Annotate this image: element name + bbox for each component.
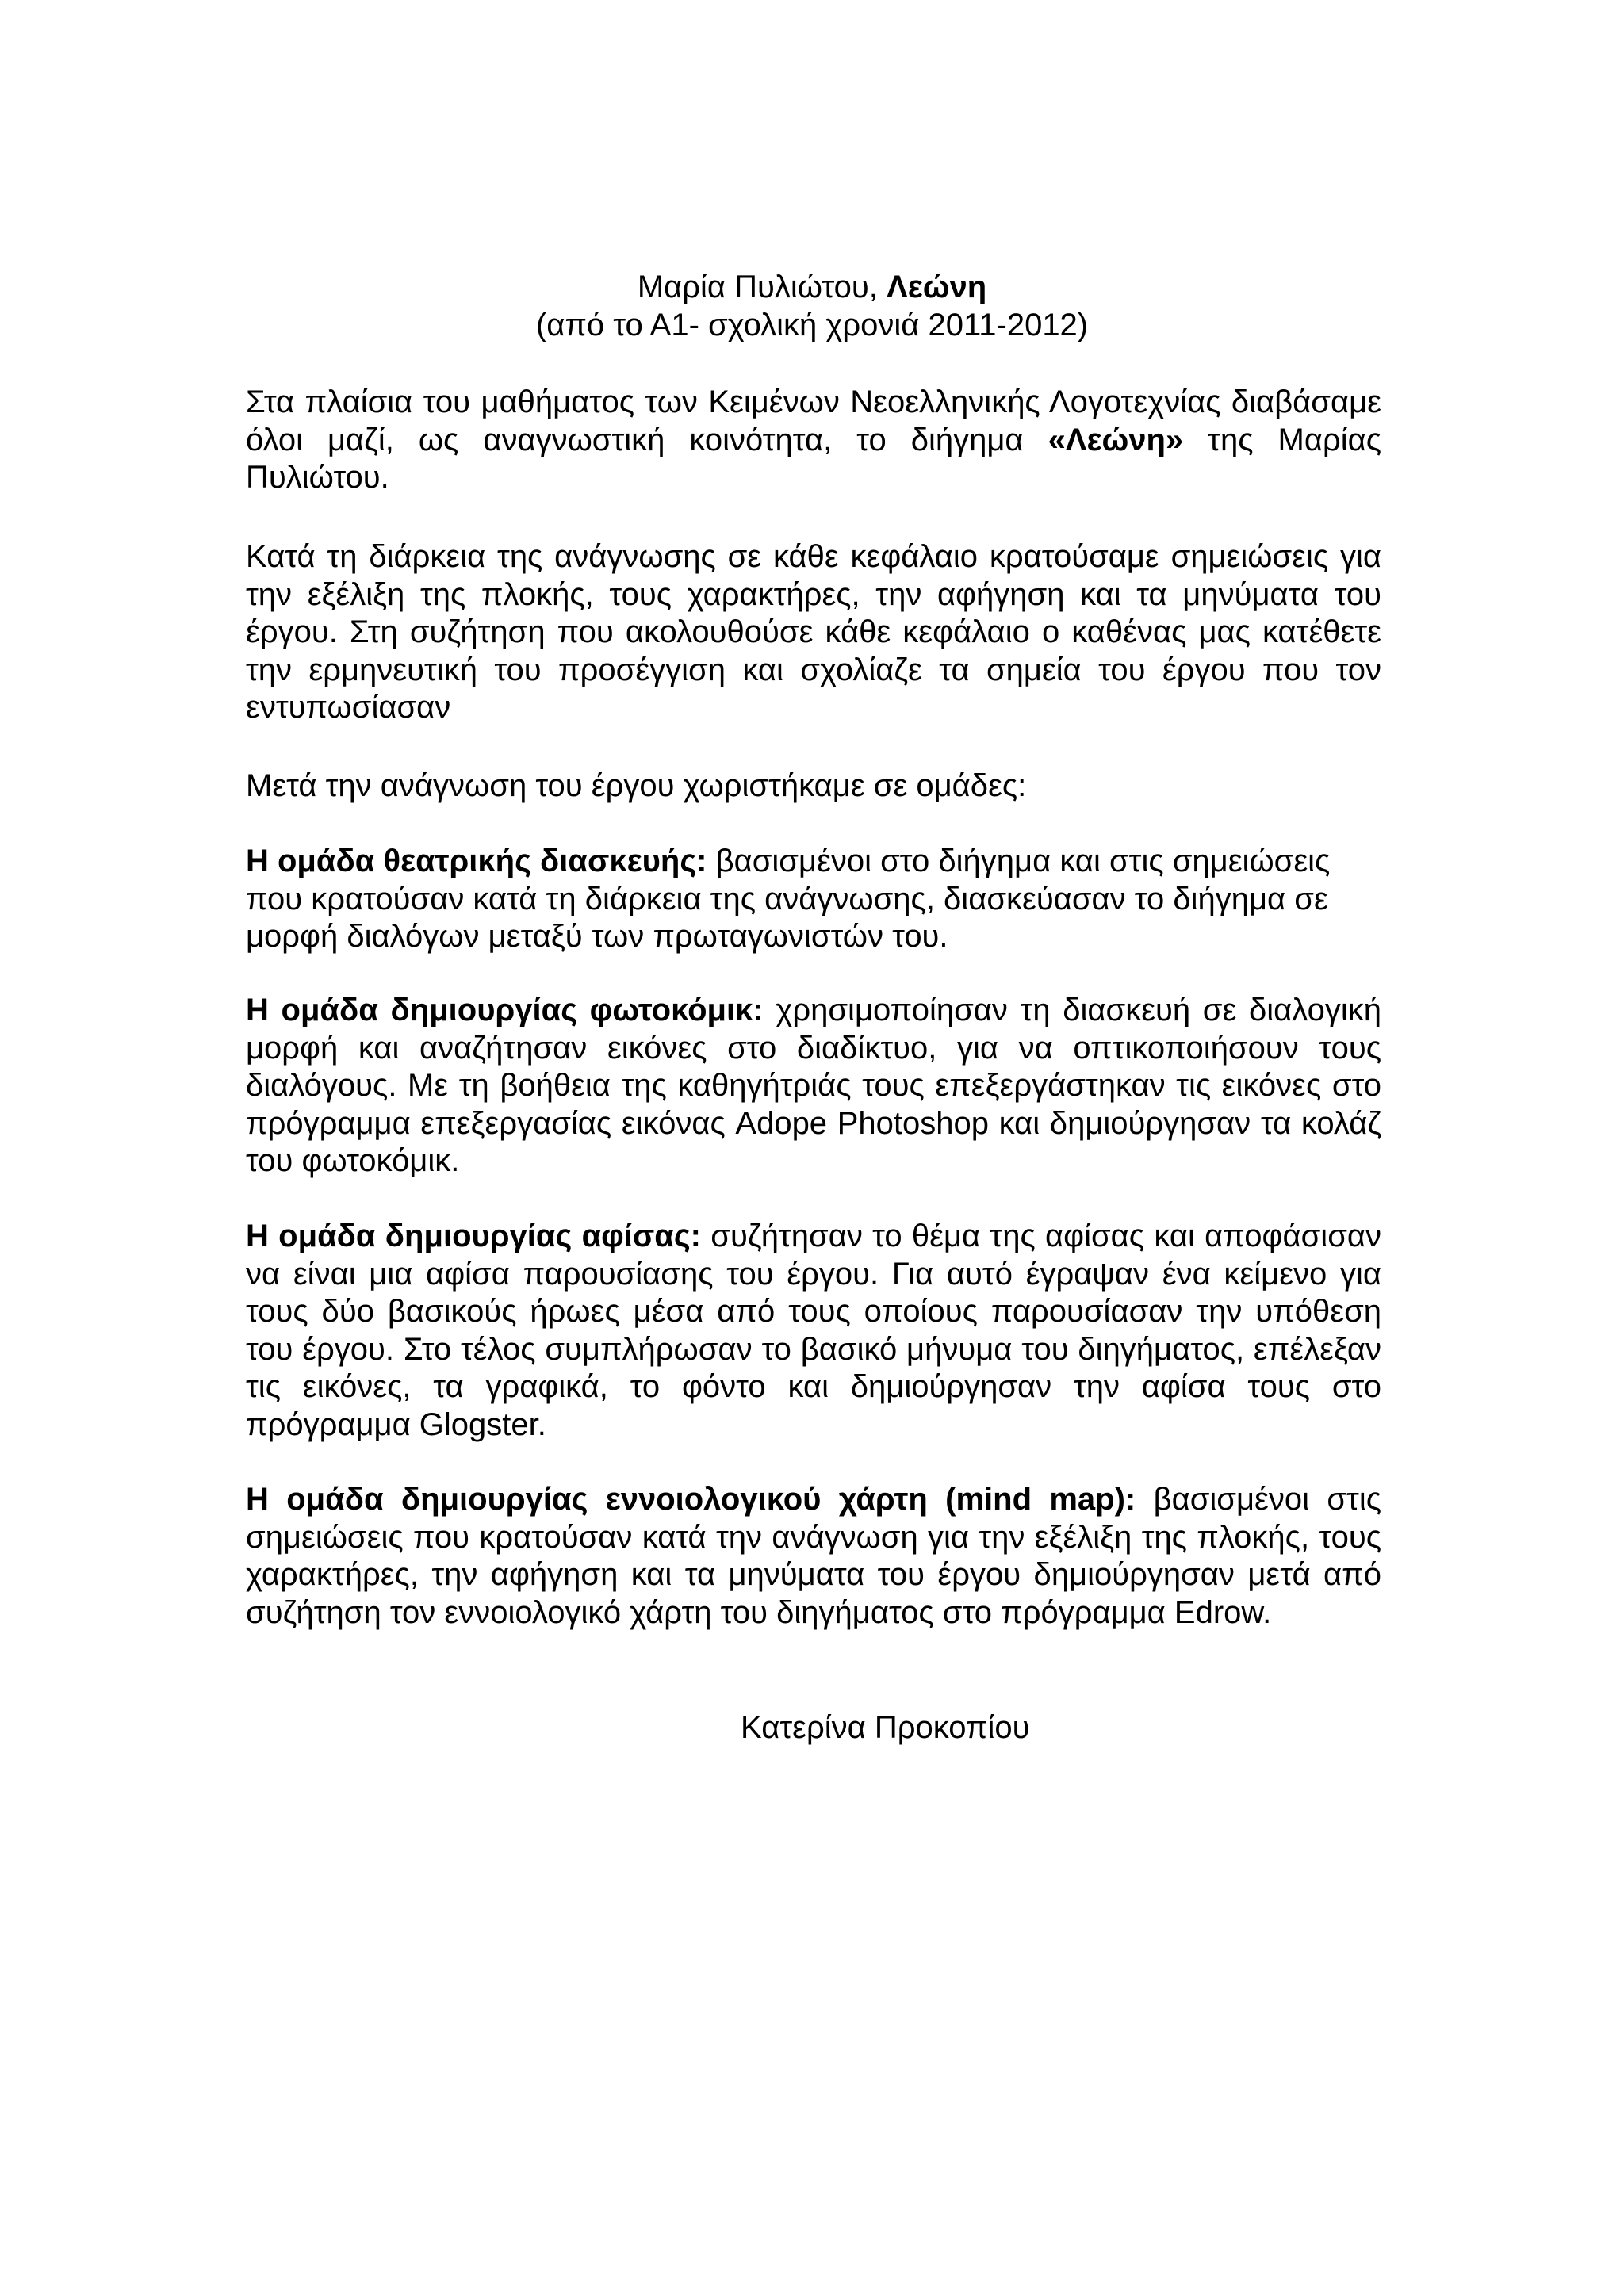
paragraph-intro-text-start: Στα πλαίσια του μαθήματος των Κειμένων Νεοελληνικής Λογοτεχνίας διαβάσαμε όλοι μαζί, ως αναγνωστική κοινότητα, το διήγημα (246, 385, 1381, 457)
group-photocomic (246, 992, 1381, 1181)
group-poster (246, 1218, 1381, 1444)
signature: Κατερίνα Προκοπίου (741, 1710, 1030, 1745)
group-poster-heading: Η ομάδα δημιουργίας αφίσας: (246, 1219, 701, 1253)
document-subtitle: (από το Α1- σχολική χρονιά 2011-2012) (535, 308, 1089, 342)
group-photocomic-text: χρησιμοποίησαν τη διασκευή σε διαλογική μορφή και αναζήτησαν εικόνες στο διαδίκτυο, για να οπτικοποιήσουν τους διαλόγους. Με τη βοήθεια της καθηγήτριάς τους επεξεργάστηκαν τις εικόνες στο πρόγραμμα επεξεργασίας εικόνας Adope Photoshop και δημιούργησαν τα κολάζ του φωτοκόμικ. (246, 993, 1382, 1178)
paragraph-groups-intro: Μετά την ανάγνωση του έργου χωριστήκαμε σε ομάδες: (246, 768, 1027, 803)
group-mindmap (246, 1481, 1381, 1632)
group-poster-text: συζήτησαν το θέμα της αφίσας και αποφάσισαν να είναι μια αφίσα παρουσίασης του έργου. Για αυτό έγραψαν ένα κείμενο για τους δύο βασικούς ήρωες μέσα από τους οποίους παρουσίασαν την υπόθεση του έργου. Στο τέλος συμπλήρωσαν το βασικό μήνυμα του διηγήματος, επέλεξαν τις εικόνες, τα γραφικά, το φόντο και δημιούργησαν την αφίσα τους στο πρόγραμμα Glogster. (246, 1219, 1382, 1442)
group-mindmap-heading: Η ομάδα δημιουργίας εννοιολογικού χάρτη (mind map): (246, 1482, 1136, 1517)
paragraph-intro-work-title: «Λεώνη» (1048, 422, 1184, 457)
group-theatre-text: βασισμένοι στο διήγημα και στις σημειώσεις που κρατούσαν κατά τη διάρκεια της ανάγνωσης, διασκεύασαν το διήγημα σε μορφή διαλόγων μεταξύ των πρωταγωνιστών του. (246, 844, 1331, 954)
document-title (0, 268, 1624, 306)
paragraph-intro-text-end: της Μαρίας Πυλιώτου. (246, 422, 1381, 495)
group-mindmap-text: βασισμένοι στις σημειώσεις που κρατούσαν κατά την ανάγνωση για την εξέλιξη της πλοκής, τους χαρακτήρες, την αφήγηση και τα μηνύματα του έργου δημιούργησαν μετά από συζήτηση τον εννοιολογικό χάρτη του διηγήματος στο πρόγραμμα Edrow. (246, 1482, 1381, 1630)
title-work: Λεώνη (887, 270, 987, 304)
paragraph-intro (246, 384, 1381, 497)
group-theatre-heading: Η ομάδα θεατρικής διασκευής: (246, 844, 707, 878)
group-theatre (246, 843, 1381, 956)
group-photocomic-heading: Η ομάδα δημιουργίας φωτοκόμικ: (246, 993, 764, 1027)
paragraph-reading-process: Κατά τη διάρκεια της ανάγνωσης σε κάθε κεφάλαιο κρατούσαμε σημειώσεις για την εξέλιξη της πλοκής, τους χαρακτήρες, την αφήγηση και τα μηνύματα του έργου. Στη συζήτηση που ακολουθούσε κάθε κεφάλαιο ο καθένας μας κατέθετε την ερμηνευτική του προσέγγιση και σχολίαζε τα σημεία του έργου που τον εντυπωσίασαν (246, 539, 1381, 725)
title-author: Μαρία Πυλιώτου, (637, 270, 878, 304)
